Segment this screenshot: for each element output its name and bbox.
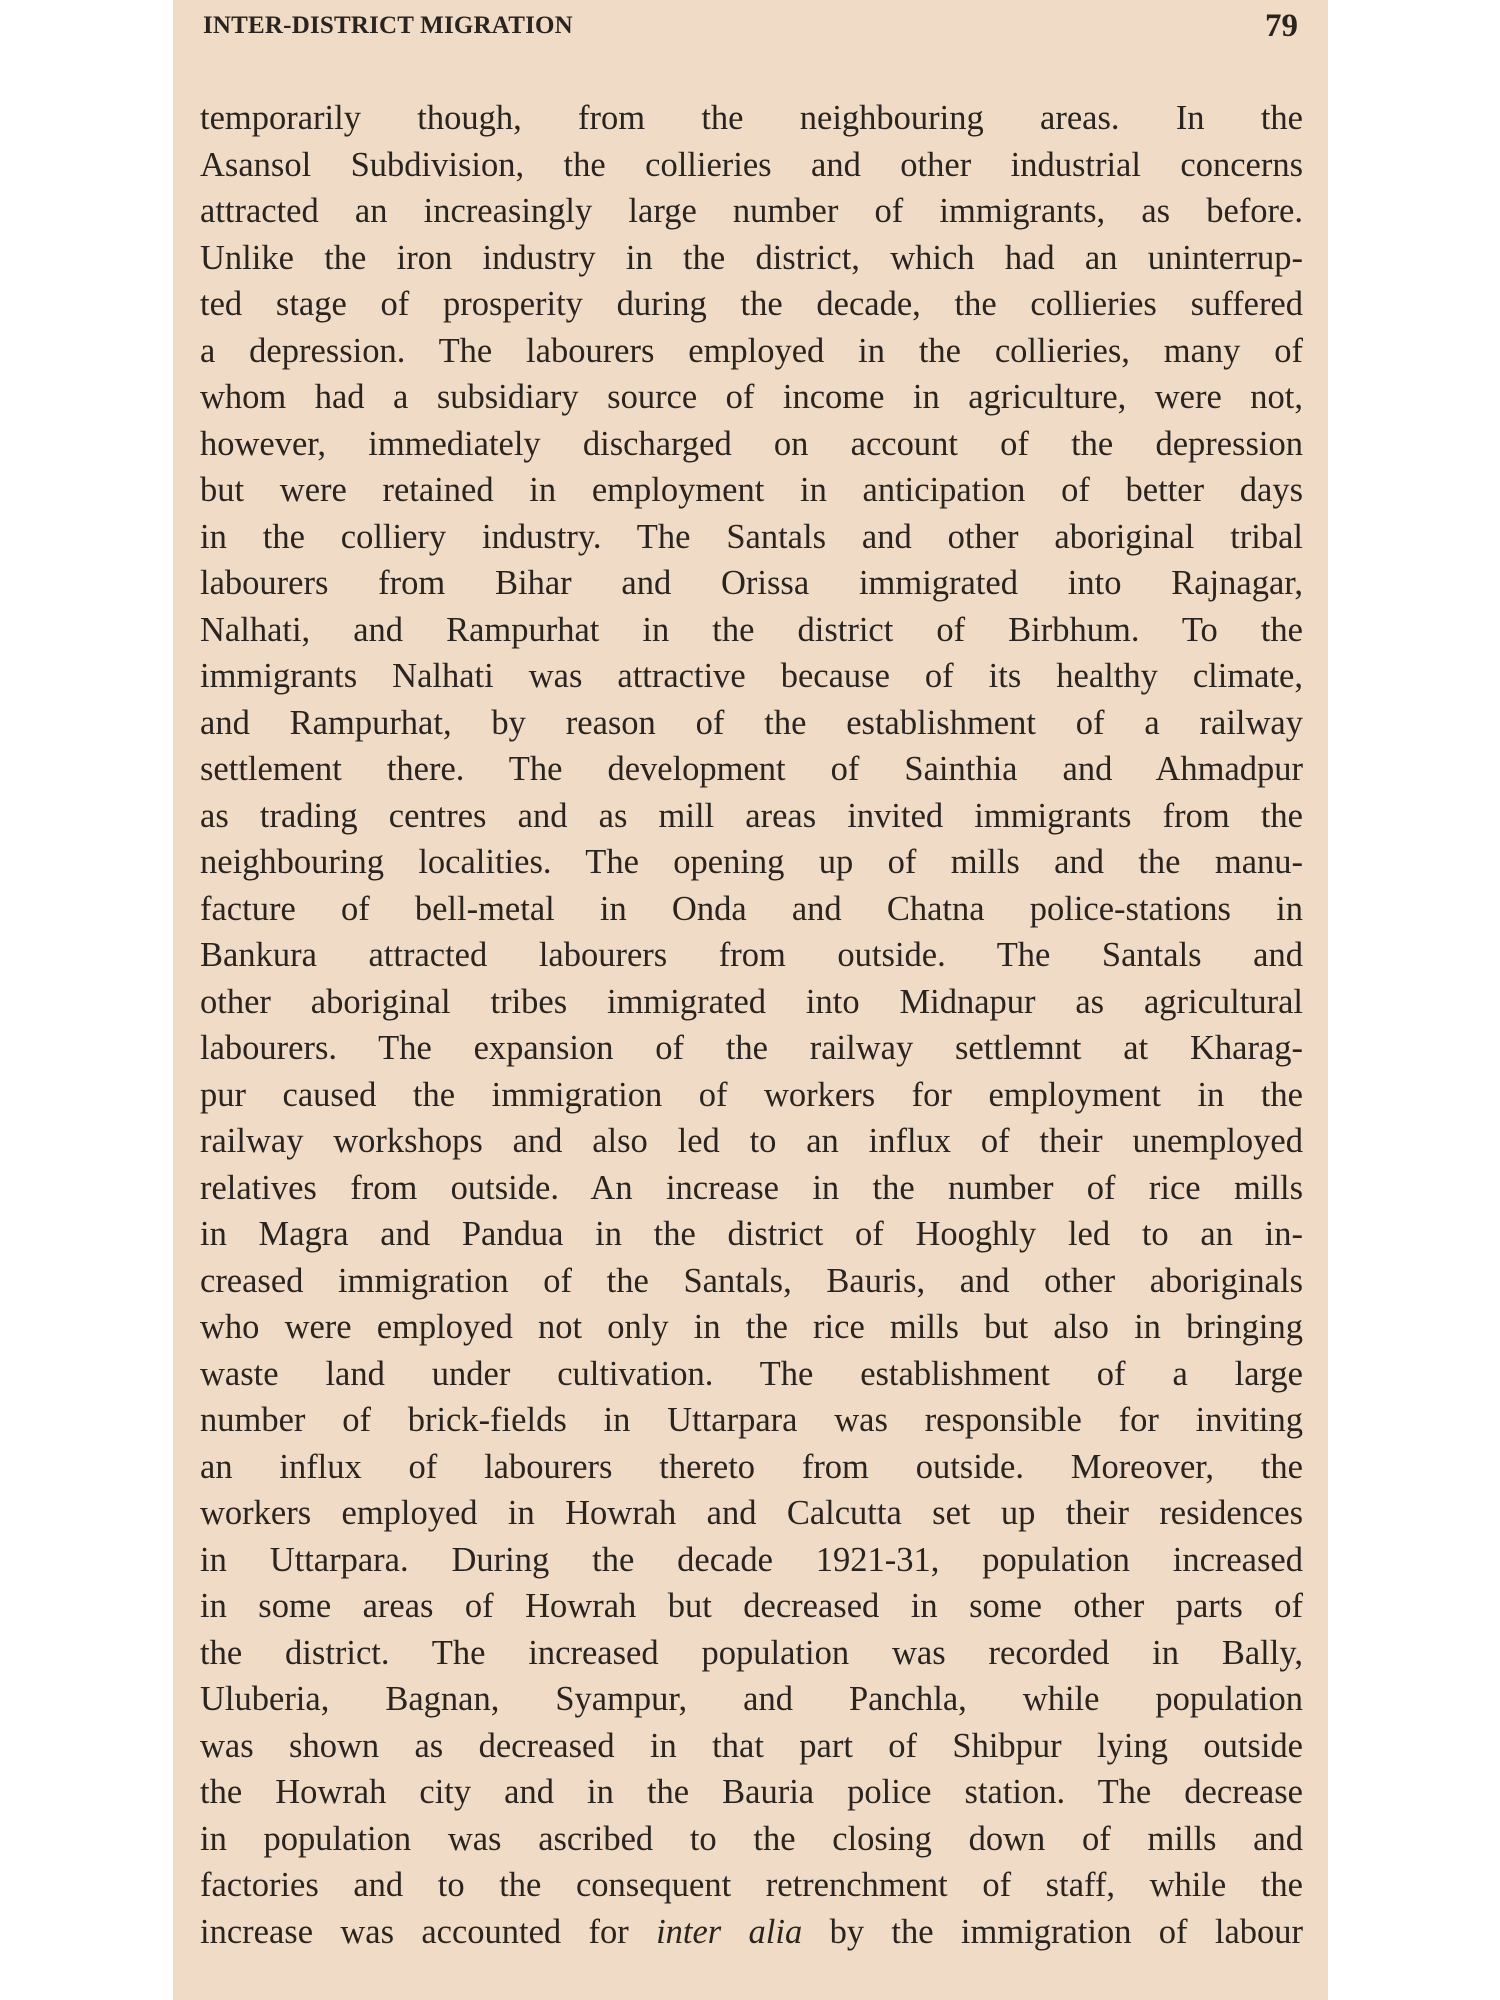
text-line: railway workshops and also led to an influx of their unemployed (200, 1122, 1303, 1160)
text-line: facture of bell-metal in Onda and Chatna police-stations in (200, 889, 1303, 928)
text-line: waste land under cultivation. The establishment of a large (200, 1354, 1303, 1393)
text-line: neighbouring localities. The opening up of mills and the manu- (200, 843, 1303, 881)
text-line: and Rampurhat, by reason of the establishment of a railway (200, 703, 1303, 742)
text-line: Unlike the iron industry in the district, which had an uninterrup- (200, 238, 1303, 277)
text-line: labourers. The expansion of the railway settlemnt at Kharag- (200, 1029, 1303, 1067)
text-line-last (200, 1909, 1303, 1956)
text-line: attracted an increasingly large number of immigrants, as before. (200, 192, 1303, 230)
text-line: a depression. The labourers employed in the collieries, many of (200, 331, 1303, 370)
text-line: but were retained in employment in anticipation of better days (200, 471, 1303, 509)
text-line: creased immigration of the Santals, Bauris, and other aboriginals (200, 1261, 1303, 1300)
text-run: by the immigration of labour (802, 1912, 1303, 1951)
text-line: settlement there. The development of Sainthia and Ahmadpur (200, 750, 1303, 788)
text-line: relatives from outside. An increase in the number of rice mills (200, 1168, 1303, 1207)
text-line: number of brick-fields in Uttarpara was responsible for inviting (200, 1401, 1303, 1439)
text-line: in some areas of Howrah but decreased in some other parts of (200, 1587, 1303, 1625)
text-line: Asansol Subdivision, the collieries and other industrial concerns (200, 145, 1303, 184)
running-head (203, 8, 1298, 52)
text-run: increase was accounted for (200, 1912, 657, 1951)
text-line: in population was ascribed to the closing down of mills and (200, 1819, 1303, 1858)
text-line: in Uttarpara. During the decade 1921-31, population increased (200, 1540, 1303, 1579)
text-line: other aboriginal tribes immigrated into Midnapur as agricultural (200, 982, 1303, 1021)
text-line: the Howrah city and in the Bauria police station. The decrease (200, 1773, 1303, 1811)
text-line: immigrants Nalhati was attractive because of its healthy climate, (200, 657, 1303, 695)
book-page (173, 0, 1328, 2000)
text-line: whom had a subsidiary source of income in agriculture, were not, (200, 378, 1303, 416)
text-line: who were employed not only in the rice mills but also in bringing (200, 1308, 1303, 1346)
text-line: the district. The increased population was recorded in Bally, (200, 1633, 1303, 1672)
text-line: labourers from Bihar and Orissa immigrated into Rajnagar, (200, 564, 1303, 602)
text-line: in Magra and Pandua in the district of Hooghly led to an in- (200, 1215, 1303, 1253)
italic-phrase: inter alia (656, 1912, 803, 1951)
text-line: was shown as decreased in that part of Shibpur lying outside (200, 1726, 1303, 1765)
page-number: 79 (1265, 8, 1298, 44)
text-line: pur caused the immigration of workers for employment in the (200, 1075, 1303, 1114)
text-line: as trading centres and as mill areas invited immigrants from the (200, 796, 1303, 835)
chapter-title: INTER-DISTRICT MIGRATION (203, 12, 573, 39)
text-line: factories and to the consequent retrenchment of staff, while the (200, 1866, 1303, 1904)
body-paragraph (200, 95, 1303, 1955)
text-line: Nalhati, and Rampurhat in the district of Birbhum. To the (200, 610, 1303, 649)
text-line: Uluberia, Bagnan, Syampur, and Panchla, while population (200, 1680, 1303, 1718)
text-line: however, immediately discharged on account of the depression (200, 424, 1303, 463)
text-line: Bankura attracted labourers from outside. The Santals and (200, 936, 1303, 974)
text-line: an influx of labourers thereto from outside. Moreover, the (200, 1447, 1303, 1486)
text-line: in the colliery industry. The Santals and other aboriginal tribal (200, 517, 1303, 556)
text-line: workers employed in Howrah and Calcutta set up their residences (200, 1494, 1303, 1532)
text-line: temporarily though, from the neighbouring areas. In the (200, 99, 1303, 137)
text-line: ted stage of prosperity during the decade, the collieries suffered (200, 285, 1303, 323)
